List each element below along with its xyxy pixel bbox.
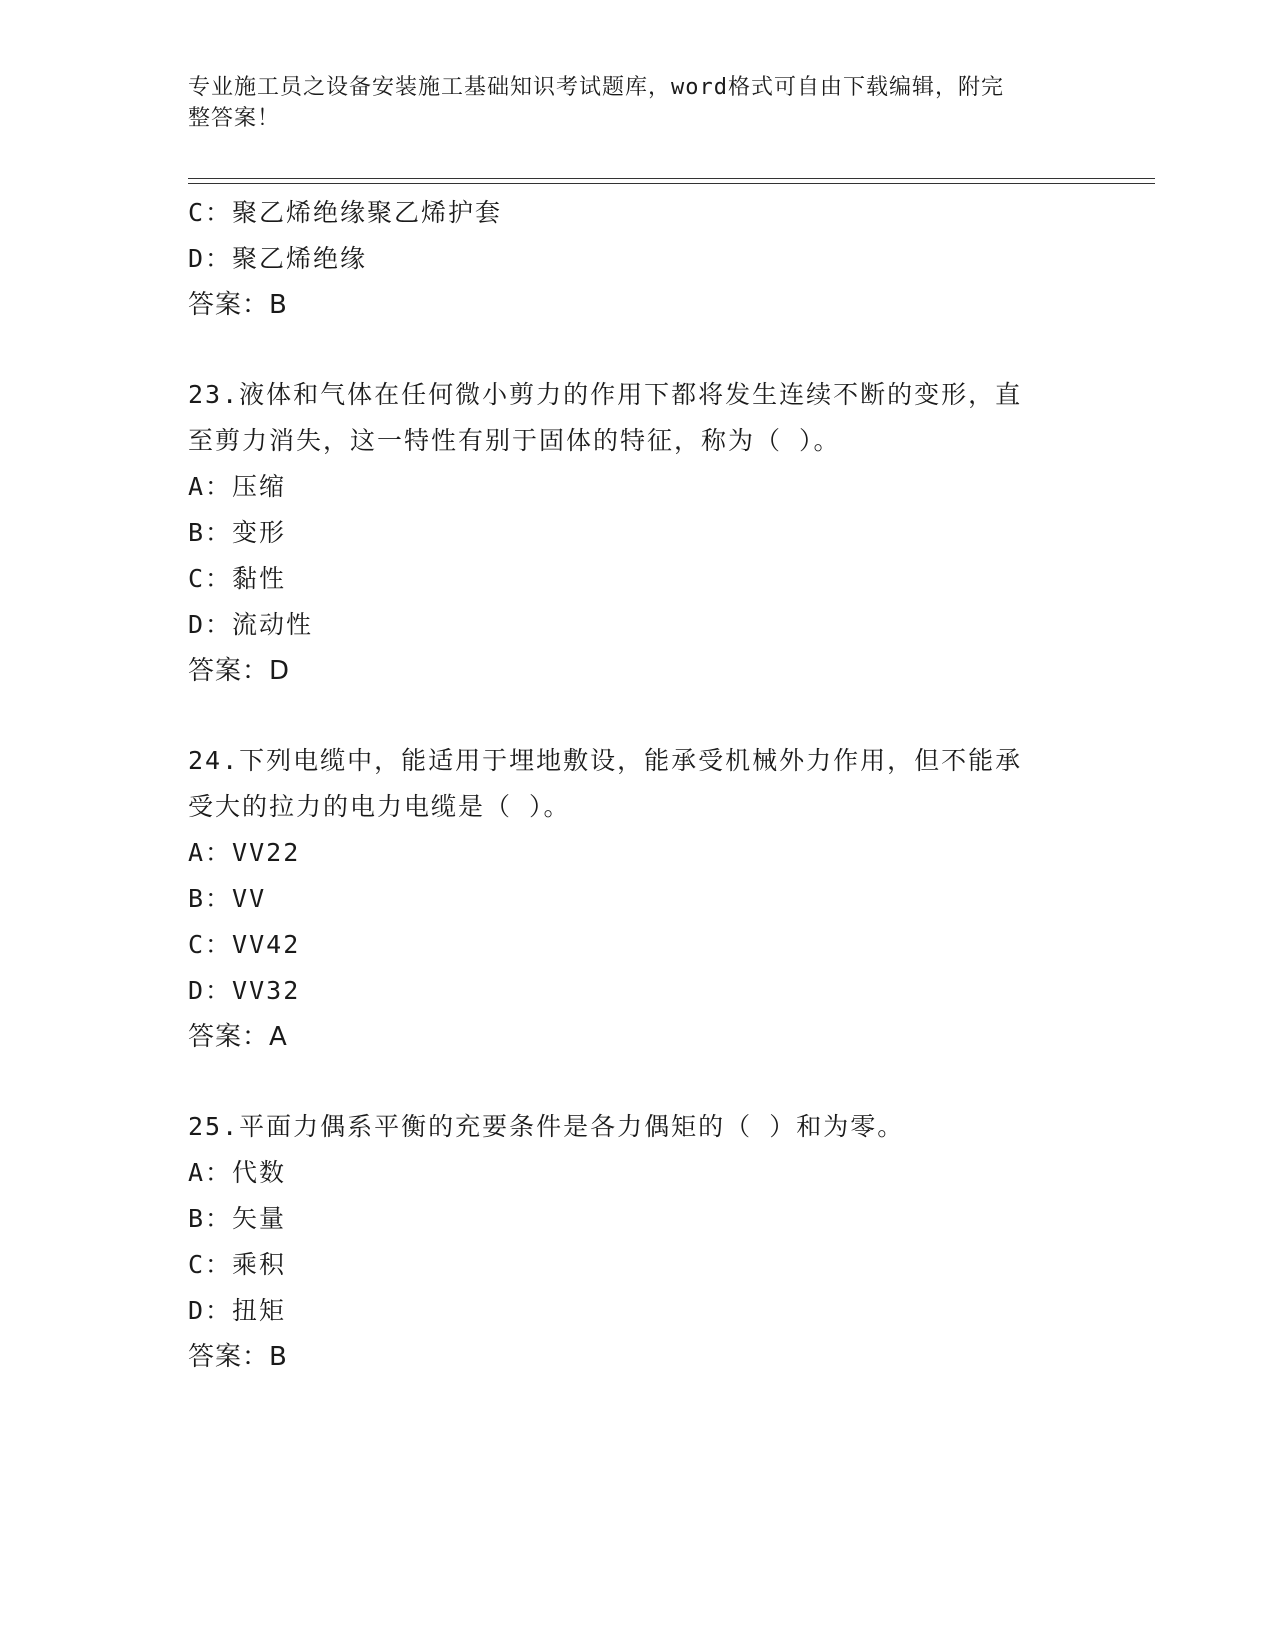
question-content	[188, 190, 1088, 1380]
option-c: C：VV42	[188, 930, 301, 959]
question-25	[188, 1104, 1088, 1380]
option-c: C：乘积	[188, 1250, 287, 1279]
question-text-line-1: 23.液体和气体在任何微小剪力的作用下都将发生连续不断的变形，直	[188, 380, 1023, 409]
question-text-line-2: 受大的拉力的电力电缆是（ ）。	[188, 792, 571, 821]
question-22-continued	[188, 190, 1088, 328]
question-text-line-2: 至剪力消失，这一特性有别于固体的特征，称为（ ）。	[188, 426, 841, 455]
option-d: D：流动性	[188, 610, 314, 639]
option-c: C：黏性	[188, 564, 287, 593]
option-a: A：压缩	[188, 472, 287, 501]
option-d: D：聚乙烯绝缘	[188, 244, 368, 273]
question-24	[188, 738, 1088, 1060]
option-c: C：聚乙烯绝缘聚乙烯护套	[188, 198, 503, 227]
question-text-line-1: 24.下列电缆中，能适用于埋地敷设，能承受机械外力作用，但不能承	[188, 746, 1023, 775]
option-b: B：VV	[188, 884, 267, 913]
header-divider-bottom	[188, 183, 1155, 184]
answer-line: 答案：D	[188, 656, 291, 686]
document-header	[188, 72, 1088, 134]
question-spacer	[188, 694, 1088, 738]
answer-line: 答案：A	[188, 1022, 288, 1052]
option-a: A：VV22	[188, 838, 301, 867]
question-text-line-1: 25.平面力偶系平衡的充要条件是各力偶矩的（ ）和为零。	[188, 1112, 905, 1141]
answer-line: 答案：B	[188, 1342, 288, 1372]
question-23	[188, 372, 1088, 694]
option-b: B：矢量	[188, 1204, 287, 1233]
question-spacer	[188, 1060, 1088, 1104]
option-b: B：变形	[188, 518, 287, 547]
answer-line: 答案：B	[188, 290, 288, 320]
option-a: A：代数	[188, 1158, 287, 1187]
option-d: D：扭矩	[188, 1296, 287, 1325]
header-title-line-1: 专业施工员之设备安装施工基础知识考试题库，word格式可自由下载编辑，附完	[188, 75, 1004, 100]
question-spacer	[188, 328, 1088, 372]
option-d: D：VV32	[188, 976, 301, 1005]
header-divider-top	[188, 178, 1155, 179]
header-title-line-2: 整答案！	[188, 106, 281, 131]
